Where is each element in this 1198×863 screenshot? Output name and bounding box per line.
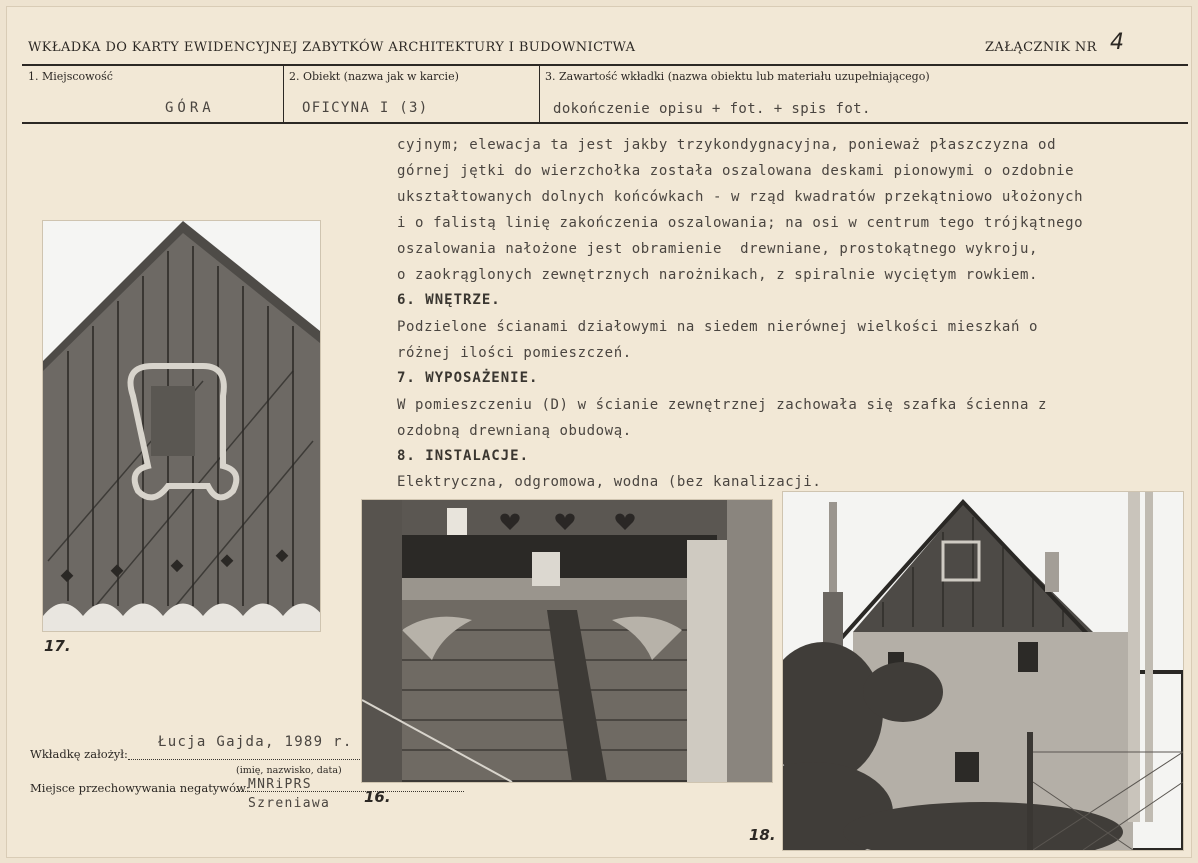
description-line: oszalowania nałożone jest obramienie drewniane, prostokątnego wykroju, (397, 241, 1039, 257)
photo-gable-boarding (42, 220, 321, 632)
author-dotline (128, 759, 360, 760)
negatives-value-1: MNRiPRS (248, 777, 312, 792)
interior-line: różnej ilości pomieszczeń. (397, 345, 632, 361)
negatives-value-2: Szreniawa (248, 796, 331, 811)
photo-house-exterior (782, 491, 1184, 851)
description-line: o zaokrąglonych zewnętrznych narożnikach, z spiralnie wyciętym rowkiem. (397, 267, 1039, 283)
object-value: OFICYNA I (3) (302, 100, 429, 116)
section-equipment-title: 7. WYPOSAŻENIE. (397, 370, 539, 386)
annex-number: 4 (1110, 30, 1124, 55)
card-title: WKŁADKA DO KARTY EWIDENCYJNEJ ZABYTKÓW ARCHITEKTURY I BUDOWNICTWA (28, 40, 636, 55)
description-line: górnej jętki do wierzchołka została oszalowana deskami pionowymi o ozdobnie (397, 163, 1075, 179)
locality-label: 1. Miejscowość (28, 70, 113, 83)
description-line: cyjnym; elewacja ta jest jakby trzykondygnacyjna, ponieważ płaszczyzna od (397, 137, 1057, 153)
header-rule (22, 64, 1188, 66)
negatives-dotline (236, 791, 464, 792)
field-divider-2 (539, 64, 540, 122)
section-interior-title: 6. WNĘTRZE. (397, 292, 501, 308)
installations-line: Elektryczna, odgromowa, wodna (bez kanalizacji. (397, 474, 822, 490)
field-divider-1 (283, 64, 284, 122)
equipment-line: W pomieszczeniu (D) w ścianie zewnętrznej zachowała się szafka ścienna z (397, 397, 1048, 413)
fields-rule (22, 122, 1188, 124)
photo-number-18: 18. (749, 826, 776, 844)
photo-porch-ceiling (361, 499, 773, 783)
negatives-label: Miejsce przechowywania negatywów: (30, 781, 250, 795)
description-line: ukształtowanych dolnych końcówkach - w rząd kwadratów przekątniowo ułożonych (397, 189, 1084, 205)
description-line: i o falistą linię zakończenia oszalowania; na osi w centrum tego trójkątnego (397, 215, 1084, 231)
photo-number-16: 16. (364, 788, 391, 806)
locality-value: GÓRA (165, 100, 215, 116)
content-label: 3. Zawartość wkładki (nazwa obiektu lub materiału uzupełniającego) (545, 70, 930, 83)
photo-number-17: 17. (44, 637, 71, 655)
equipment-line: ozdobną drewnianą obudową. (397, 423, 632, 439)
section-installations-title: 8. INSTALACJE. (397, 448, 530, 464)
author-value: Łucja Gajda, 1989 r. (158, 734, 353, 750)
interior-line: Podzielone ścianami działowymi na siedem nierównej wielkości mieszkań o (397, 319, 1039, 335)
author-hint: (imię, nazwisko, data) (236, 765, 342, 776)
author-label: Wkładkę założył: (30, 747, 128, 761)
content-value: dokończenie opisu + fot. + spis fot. (553, 101, 871, 117)
object-label: 2. Obiekt (nazwa jak w karcie) (289, 70, 459, 83)
annex-label: ZAŁĄCZNIK NR (985, 40, 1097, 55)
